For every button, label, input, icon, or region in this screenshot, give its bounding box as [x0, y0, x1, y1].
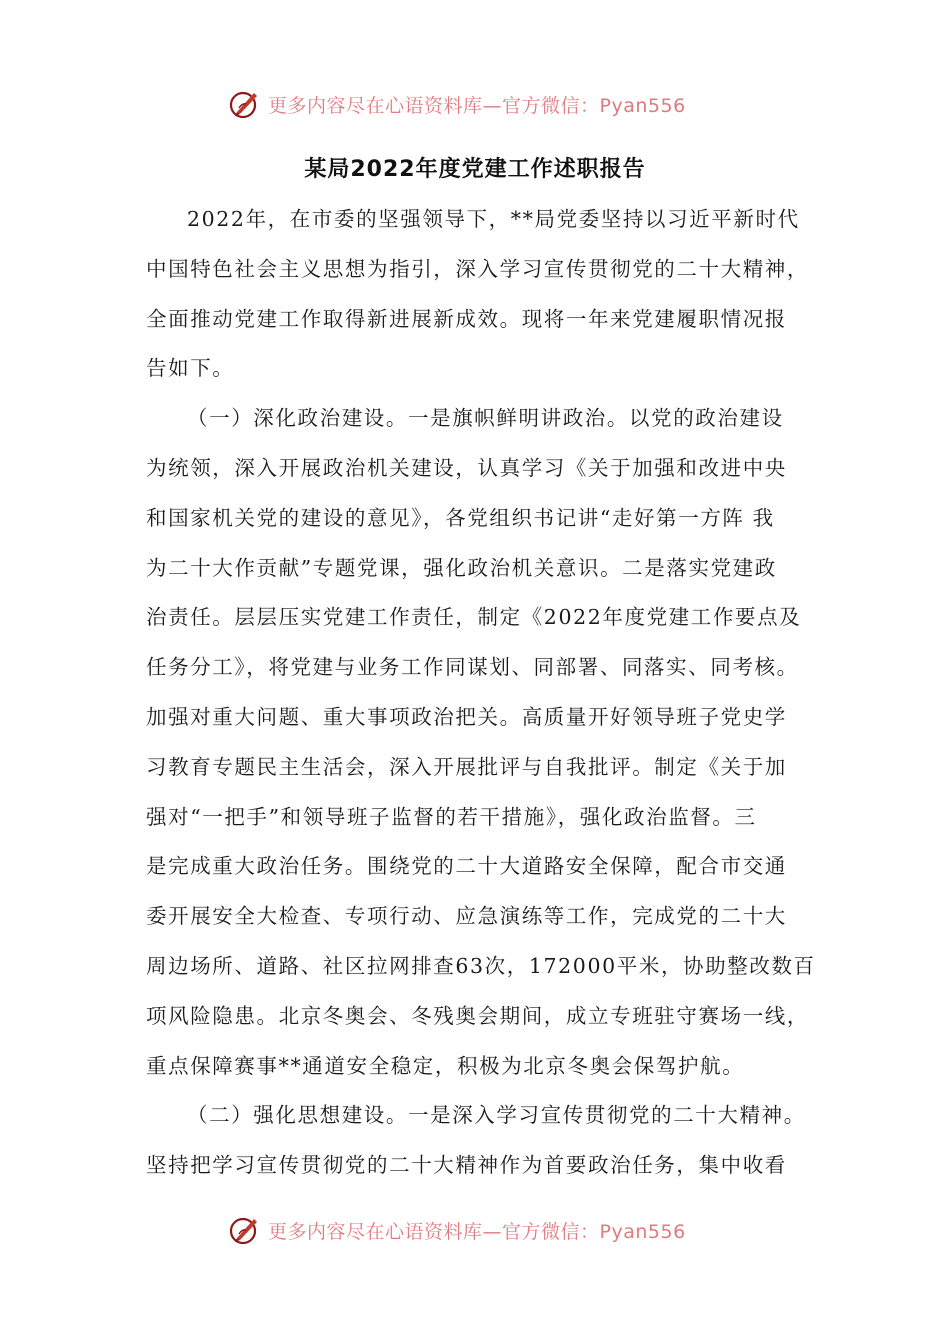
text-line: 坚持把学习宣传贯彻党的二十大精神作为首要政治任务，集中收看 — [146, 1153, 787, 1178]
text-line: 为二十大作贡献”专题党课，强化政治机关意识。二是落实党建政 — [146, 555, 777, 580]
text-line: 为统领，深入开展政治机关建设，认真学习《关于加强和改进中央 — [146, 455, 787, 480]
text-line: 强对“一把手”和领导班子监督的若干措施》，强化政治监督。三 — [146, 804, 757, 829]
text-line: 2022年，在市委的坚强领导下，**局党委坚持以习近平新时代 — [187, 207, 800, 231]
text-line: 习教育专题民主生活会，深入开展批评与自我批评。制定《关于加 — [146, 754, 787, 779]
text-line: 全面推动党建工作取得新进展新成效。现将一年来党建履职情况报 — [146, 306, 787, 331]
text-line: （二）强化思想建设。一是深入学习宣传贯彻党的二十大精神。 — [187, 1103, 806, 1128]
document-title: 某局2022年度党建工作述职报告 — [304, 157, 646, 182]
text-line: （一）深化政治建设。一是旗帜鲜明讲政治。以党的政治建设 — [187, 406, 784, 431]
watermark-banner-top — [228, 86, 728, 122]
text-line: 告如下。 — [146, 356, 235, 381]
text-line: 重点保障赛事**通道安全稳定，积极为北京冬奥会保驾护航。 — [146, 1053, 745, 1078]
text-line: 委开展安全大检查、专项行动、应急演练等工作，完成党的二十大 — [146, 904, 787, 929]
watermark-text: 更多内容尽在心语资料库—官方微信：Pyan556 — [268, 1220, 686, 1243]
text-line: 和国家机关党的建设的意见》，各党组织书记讲“走好第一方阵 我 — [146, 505, 775, 530]
text-line: 周边场所、道路、社区拉网排查63次，172000平米，协助整改数百 — [146, 953, 816, 978]
text-line: 加强对重大问题、重大事项政治把关。高质量开好领导班子党史学 — [146, 704, 787, 729]
text-line: 任务分工》，将党建与业务工作同谋划、同部署、同落实、同考核。 — [146, 655, 799, 680]
text-line: 是完成重大政治任务。围绕党的二十大道路安全保障，配合市交通 — [146, 854, 787, 879]
watermark-text: 更多内容尽在心语资料库—官方微信：Pyan556 — [268, 94, 686, 117]
text-line: 治责任。层层压实党建工作责任，制定《2022年度党建工作要点及 — [146, 605, 802, 630]
pen-logo-icon — [228, 1213, 262, 1247]
document-body — [146, 195, 826, 1191]
watermark-banner-bottom — [228, 1212, 728, 1248]
pen-logo-icon — [228, 87, 262, 121]
text-line: 中国特色社会主义思想为指引，深入学习宣传贯彻党的二十大精神， — [146, 256, 809, 281]
text-line: 项风险隐患。北京冬奥会、冬残奥会期间，成立专班驻守赛场一线， — [146, 1003, 809, 1028]
